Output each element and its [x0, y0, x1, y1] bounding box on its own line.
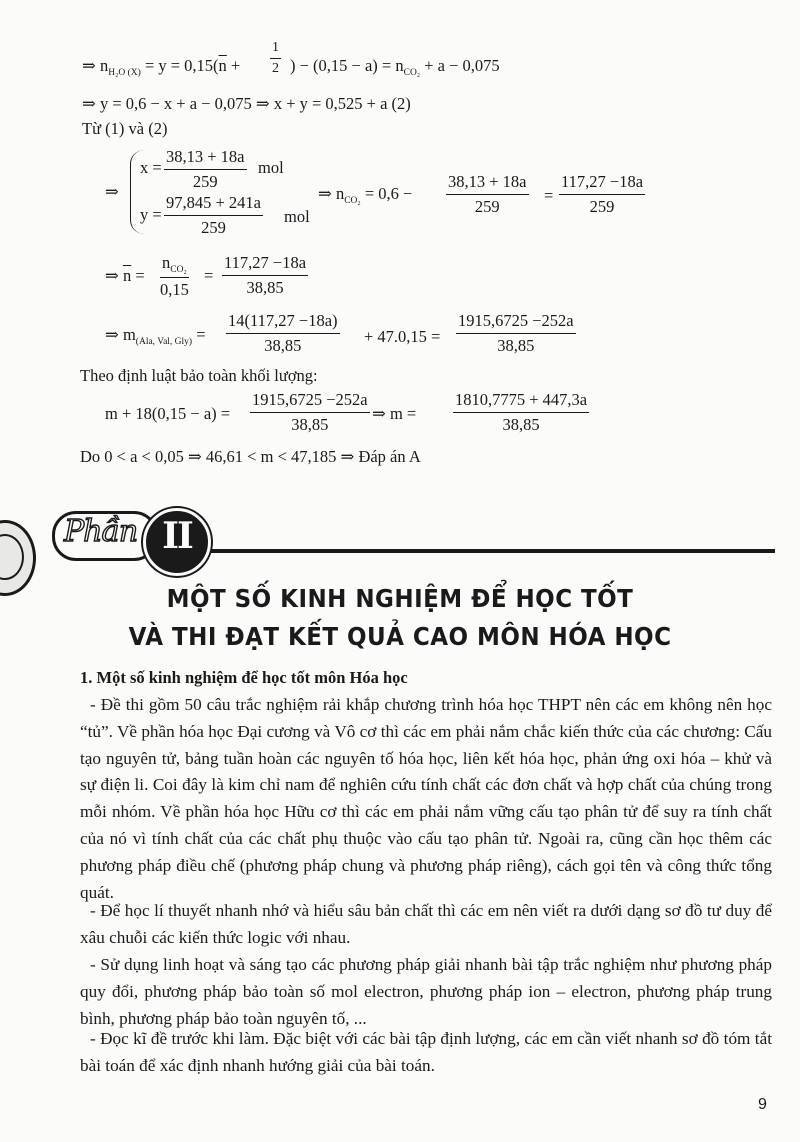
mass-aa-fraction-2: $\frac{1915,6725 -252a}{38,85}$ [458, 311, 574, 355]
fraction-one-half: $\frac{1}{2}$ [272, 40, 279, 76]
nbar-lhs: ⇒ $\overline{n}$ = [105, 266, 145, 285]
paragraph-2: - Để học lí thuyết nhanh nhớ và hiểu sâu bản chất thì các em nên viết ra dưới dạng sơ đồ tư duy để xâu chuỗi các kiến thức logic với nhau. [80, 901, 772, 947]
equals-sign-2: = [204, 266, 214, 285]
banner-rule [210, 549, 775, 553]
page-number: 9 [758, 1096, 767, 1113]
nco2-fraction-1: $\frac{38,13 + 18a}{259}$ [448, 172, 527, 216]
m-equals: ⇒ m = [372, 404, 417, 423]
answer-line: Do 0 < a < 0,05 ⇒ 46,61 < m < 47,185 ⇒ Đáp án A [80, 447, 421, 466]
section-title: 1. Một số kinh nghiệm để học tốt môn Hóa học [80, 668, 408, 687]
equation-line-1-rest: ) − $(0,15 - a) = n_{CO_2} + a - 0,075$ [290, 56, 500, 78]
mass-aa-lhs: ⇒ $m_{(Ala, Val, Gly)}$ = [105, 325, 206, 347]
implies-arrow: ⇒ [105, 182, 119, 201]
equation-line-1: ⇒ $n_{H_2O (X)} = y = 0,15(\overline{n}$ + [82, 56, 241, 78]
y-lhs: y = [140, 205, 162, 224]
equation-line-2: ⇒ y = 0,6 − x + a − 0,075 ⇒ x + y = 0,525 + a (2) [82, 94, 411, 113]
x-fraction: $\frac{38,13 + 18a}{259}$ [166, 147, 245, 191]
part-word: Phần [64, 514, 138, 549]
conservation-law-text: Theo định luật bảo toàn khối lượng: [80, 366, 318, 385]
nbar-fraction-2: $\frac{117,27 -18a}{38,85}$ [224, 253, 307, 297]
x-lhs: x = [140, 158, 162, 177]
paragraph-4: - Đọc kĩ đề trước khi làm. Đặc biệt với các bài tập định lượng, các em cần viết nhanh sơ đồ tóm tắt bài toán để xác định nhanh hướng giải của bài toán. [80, 1029, 772, 1075]
y-unit: mol [284, 207, 310, 226]
text-tu-1-va-2: Từ (1) và (2) [82, 119, 168, 138]
mass-balance-fraction-1: $\frac{1915,6725 -252a}{38,85}$ [252, 390, 368, 434]
mass-aa-middle: + 47.0,15 = [364, 327, 441, 346]
mass-balance-lhs: m + 18(0,15 − a) = [105, 404, 231, 423]
x-unit: mol [258, 158, 284, 177]
chapter-heading-line-1: MỘT SỐ KINH NGHIỆM ĐỂ HỌC TỐT [166, 584, 634, 613]
paragraph-3: - Sử dụng linh hoạt và sáng tạo các phương pháp giải nhanh bài tập trắc nghiệm như phương pháp quy đổi, phương pháp bảo toàn số mol electron, phương pháp ion – electron, phương pháp trung bình, phương pháp bảo toàn nguyên tố, ... [80, 955, 772, 1028]
mass-aa-fraction-1: $\frac{14(117,27 -18a)}{38,85}$ [228, 311, 338, 355]
chapter-heading-line-2: VÀ THI ĐẠT KẾT QUẢ CAO MÔN HÓA HỌC [128, 622, 672, 651]
nbar-fraction-1: $n_{CO_2}$ 0,15 [160, 253, 189, 299]
y-fraction: $\frac{97,845 + 241a}{259}$ [166, 193, 262, 237]
nco2-fraction-2: $\frac{117,27 -18a}{259}$ [561, 172, 644, 216]
part-number: II [162, 515, 192, 557]
nco2-lhs: ⇒ $n_{CO_2} = 0,6$ − [318, 184, 413, 206]
mass-balance-fraction-2: $\frac{1810,7775 + 447,3a}{38,85}$ [455, 390, 588, 434]
paragraph-1: - Đề thi gồm 50 câu trắc nghiệm rải khắp chương trình hóa học THPT nên các em không nên học “tủ”. Về phần hóa học Đại cương và Vô cơ thì các em phải nắm chắc kiến thức của các chương: Cấu tạo nguyên tử, bảng tuần hoàn các nguyên tố hóa học, liên kết hóa học, phản ứng oxi hóa – khử và sự điện li. Coi đây là kim chỉ nam để nghiên cứu tính chất các đơn chất và hợp chất của chúng trong mỗi nhóm. Về phần hóa học Hữu cơ thì các em phải nắm vững cấu tạo phân tử để suy ra tính chất của nó vì tính chất của các chất phụ thuộc vào cấu tạo phân tử. Ngoài ra, cũng cần học thêm các phương pháp điều chế (phương pháp chung và phương pháp riêng), cách gọi tên và công thức tổng quát. [80, 695, 772, 902]
equals-sign: = [544, 186, 554, 205]
